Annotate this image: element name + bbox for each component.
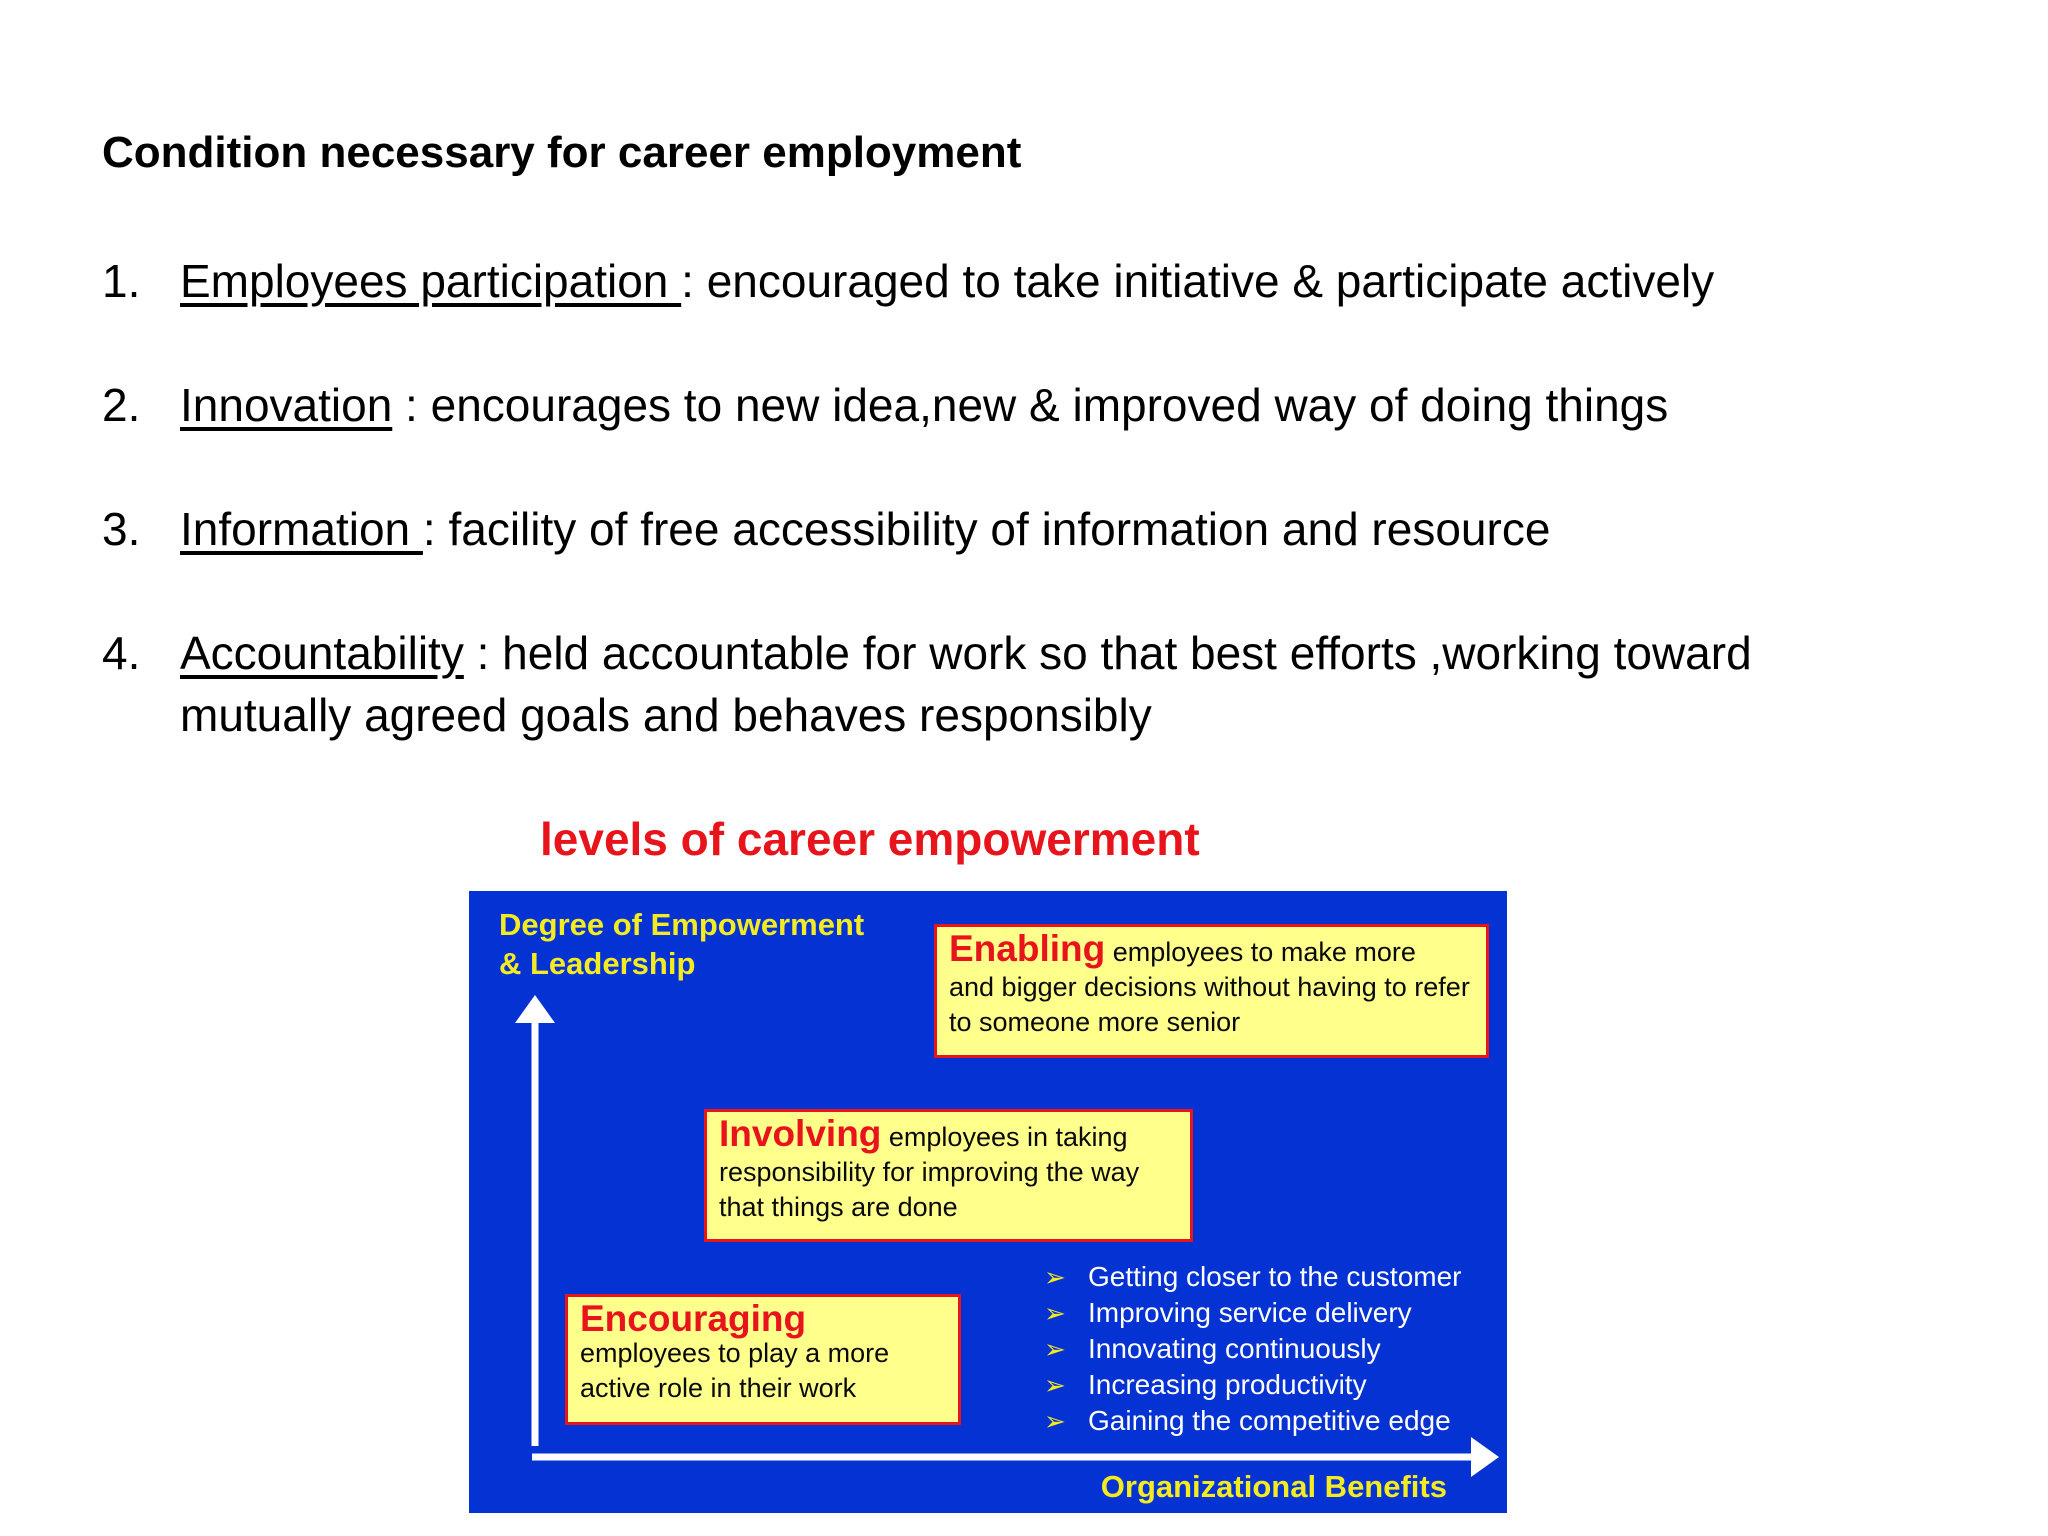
level-name: Encouraging [580,1298,807,1339]
benefit-item [1044,1367,1462,1403]
condition-number: 1. [102,255,141,307]
level-name: Involving [719,1113,882,1154]
benefit-text: Increasing productivity [1088,1369,1367,1400]
benefit-item [1044,1259,1462,1295]
condition-item-innovation [102,374,1922,498]
conditions-list [102,250,1922,746]
level-text: and bigger decisions without having to refer to someone more senior [949,972,1470,1037]
condition-description: : encourages to new idea,new & improved way of doing things [392,379,1669,431]
y-axis-label-line: Degree of Empowerment [499,907,865,942]
benefit-text: Innovating continuously [1088,1333,1381,1364]
x-axis-label: Organizational Benefits [1100,1469,1447,1504]
level-name: Enabling [949,928,1106,969]
arrow-bullet-icon: ➢ [1044,1334,1066,1364]
condition-number: 2. [102,379,141,431]
condition-term: Innovation [180,379,393,431]
condition-item-accountability [102,622,1922,746]
benefit-text: Getting closer to the customer [1088,1261,1462,1292]
condition-term: Information [180,503,423,555]
slide-title: Condition necessary for career employment [102,128,1022,177]
y-axis-label [499,905,919,983]
benefit-item [1044,1403,1462,1439]
condition-item-information [102,498,1922,622]
condition-description-continued: mutually agreed goals and behaves responsibly [180,689,1152,741]
condition-item-participation [102,250,1922,374]
arrow-bullet-icon: ➢ [1044,1298,1066,1328]
arrow-bullet-icon: ➢ [1044,1262,1066,1292]
y-axis-arrowhead [515,995,555,1023]
condition-term: Employees participation [180,255,682,307]
level-box-involving [704,1109,1193,1242]
condition-description: : held accountable for work so that best efforts ,working toward [463,627,1752,679]
level-text: employees to play a more active role in their work [580,1338,890,1403]
condition-description: : encouraged to take initiative & participate actively [681,255,1715,307]
diagram-title: levels of career empowerment [540,813,1200,865]
benefit-text: Gaining the competitive edge [1088,1405,1451,1436]
benefits-list [1044,1259,1462,1439]
level-text: employees in taking [881,1122,1128,1152]
benefit-item [1044,1295,1462,1331]
condition-description: : facility of free accessibility of information and resource [422,503,1551,555]
benefit-text: Improving service delivery [1088,1297,1412,1328]
benefit-item [1044,1331,1462,1367]
condition-number: 4. [102,627,141,679]
level-box-enabling [934,924,1489,1058]
arrow-bullet-icon: ➢ [1044,1370,1066,1400]
level-text: responsibility for improving the way that things are done [719,1157,1140,1222]
arrow-bullet-icon: ➢ [1044,1406,1066,1436]
y-axis-label-line: & Leadership [499,946,696,981]
level-box-encouraging [565,1294,961,1425]
condition-number: 3. [102,503,141,555]
empowerment-diagram [469,891,1507,1513]
condition-term: Accountability [180,627,464,679]
x-axis-arrowhead [1471,1437,1499,1477]
level-text: employees to make more [1105,937,1416,967]
